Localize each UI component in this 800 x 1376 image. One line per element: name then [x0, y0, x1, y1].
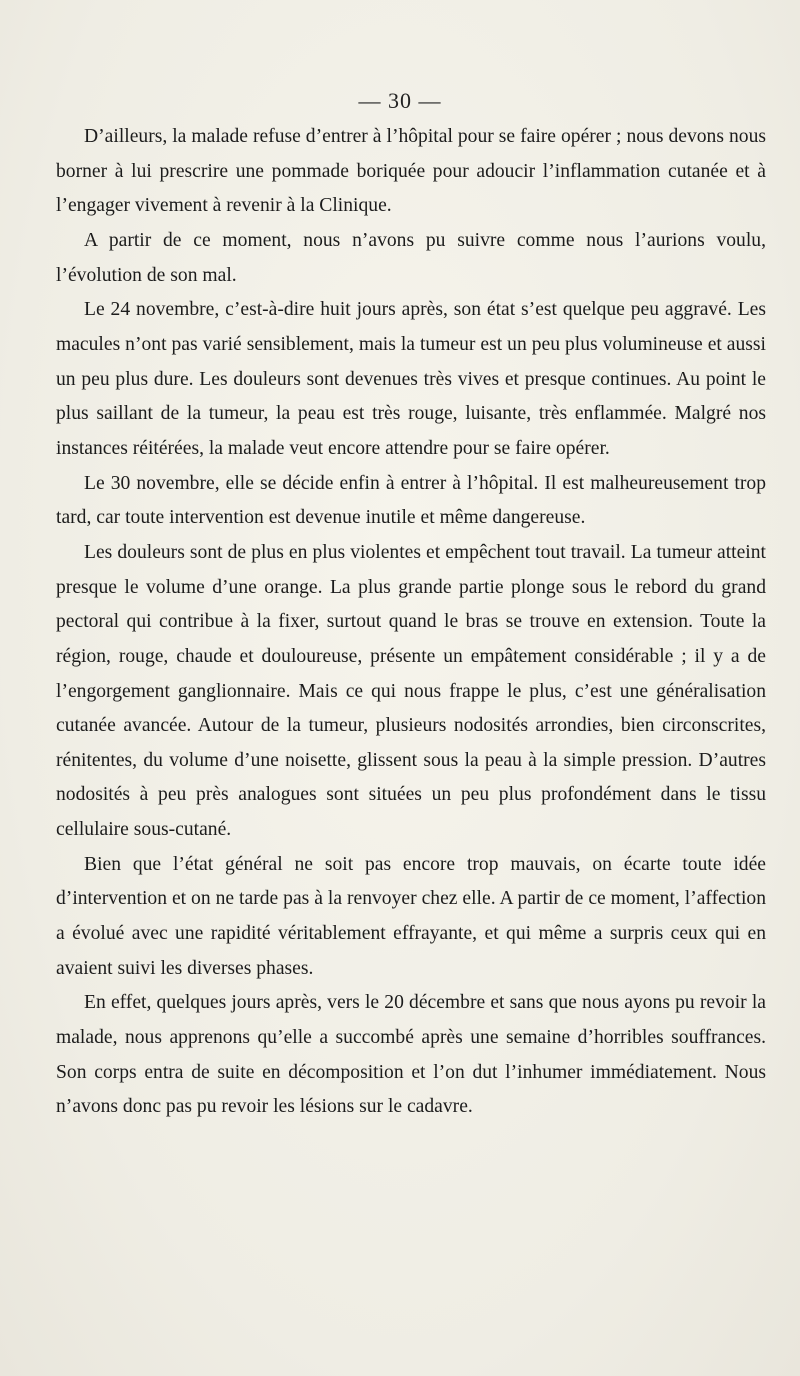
body-text — [56, 120, 766, 1125]
paragraph-6: Bien que l’état général ne soit pas encore trop mauvais, on écarte toute idée d’intervention et on ne tarde pas à la renvoyer chez elle. A partir de ce moment, l’affection a évolué avec une rapidité véritablement effrayante, et qui même a surpris ceux qui en avaient suivi les diverses phases. — [56, 853, 766, 979]
paragraph-3: Le 24 novembre, c’est-à-dire huit jours après, son état s’est quelque peu aggravé. Les macules n’ont pas varié sensiblement, mais la tumeur est un peu plus volumineuse et aussi un peu plus dure. Les douleurs sont devenues très vives et presque continues. Au point le plus saillant de la tumeur, la peau est très rouge, luisante, très enflammée. Malgré nos instances réitérées, la malade veut encore attendre pour se faire opérer. — [56, 299, 766, 459]
paragraph-7: En effet, quelques jours après, vers le 20 décembre et sans que nous ayons pu revoir la malade, nous apprenons qu’elle a succombé après une semaine d’horribles souffrances. Son corps entra de suite en décomposition et l’on dut l’inhumer immédiatement. Nous n’avons donc pas pu revoir les lésions sur le cadavre. — [56, 992, 766, 1118]
paragraph-2: A partir de ce moment, nous n’avons pu suivre comme nous l’aurions voulu, l’évolution de son mal. — [56, 229, 766, 286]
page-number: — 30 — — [358, 88, 442, 113]
paragraph-5: Les douleurs sont de plus en plus violentes et empêchent tout travail. La tumeur atteint presque le volume d’une orange. La plus grande partie plonge sous le rebord du grand pectoral qui contribue à la fixer, surtout quand le bras se trouve en extension. Toute la région, rouge, chaude et douloureuse, présente un empâtement considérable ; il y a de l’engorgement ganglionnaire. Mais ce qui nous frappe le plus, c’est une généralisation cutanée avancée. Autour de la tumeur, plusieurs nodosités arrondies, bien circonscrites, rénitentes, du volume d’une noisette, glissent sous la peau à la simple pression. D’autres nodosités à peu près analogues sont situées un peu plus profondément dans le tissu cellulaire sous-cutané. — [56, 541, 766, 841]
paragraph-1: D’ailleurs, la malade refuse d’entrer à l’hôpital pour se faire opérer ; nous devons nous borner à lui prescrire une pommade boriquée pour adoucir l’inflammation cutanée et à l’engager vivement à revenir à la Clinique. — [56, 126, 766, 217]
paragraph-4: Le 30 novembre, elle se décide enfin à entrer à l’hôpital. Il est malheureusement trop tard, car toute intervention est devenue inutile et même dangereuse. — [56, 472, 766, 529]
